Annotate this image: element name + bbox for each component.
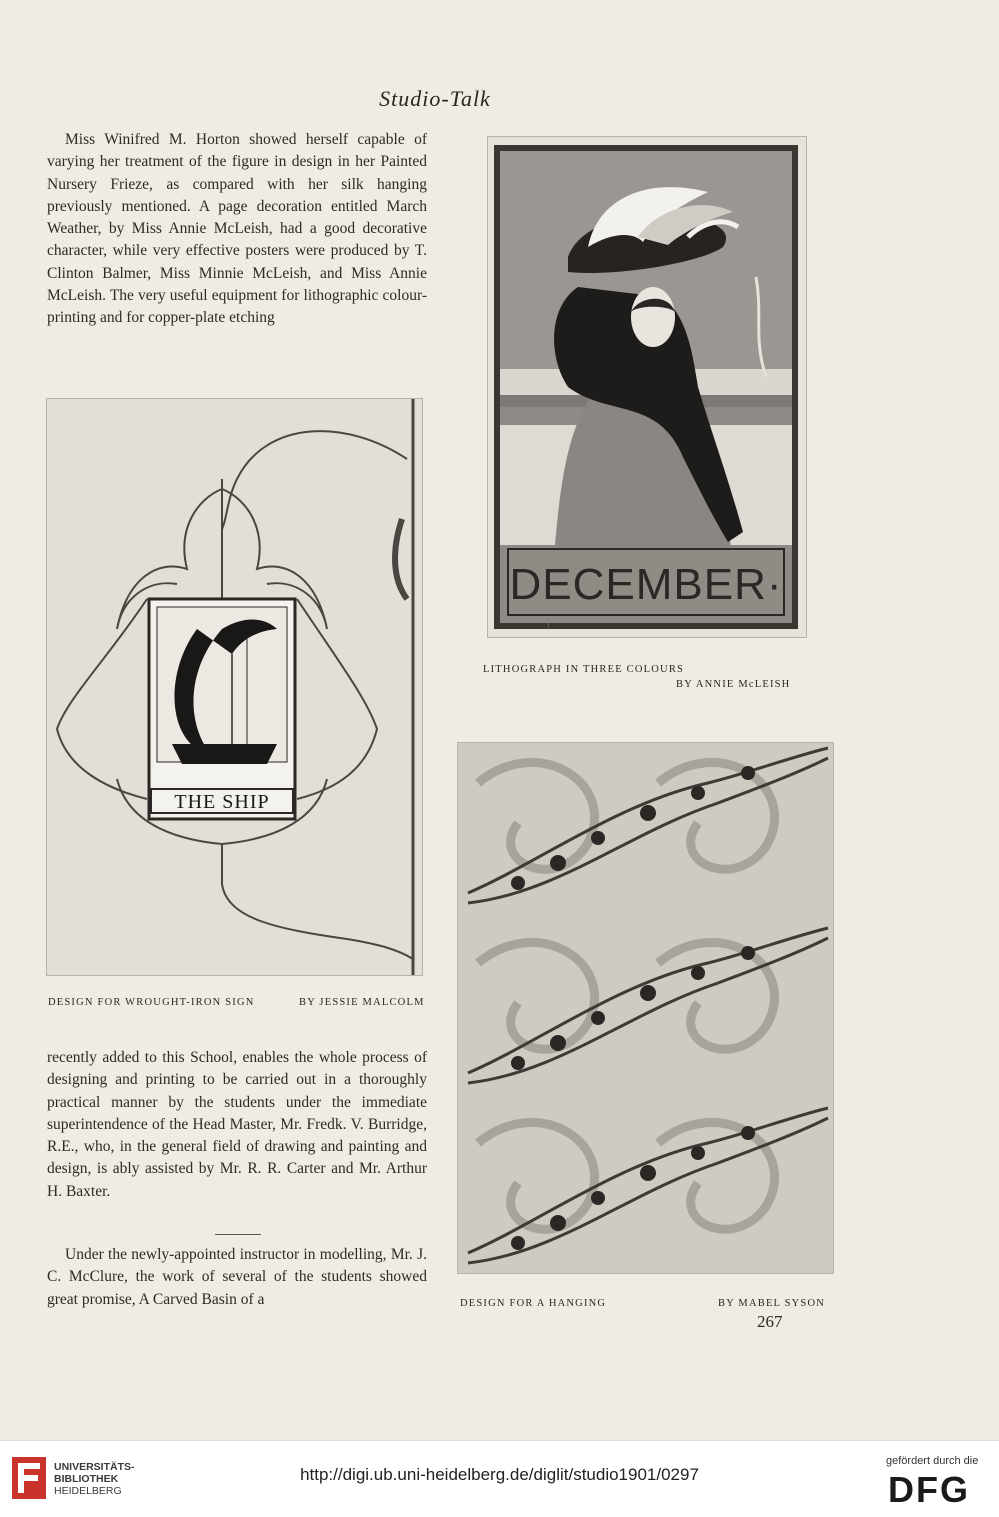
sign-illustration xyxy=(47,399,422,975)
library-name-line1: UNIVERSITÄTS- xyxy=(54,1461,135,1473)
december-caption-line2: BY ANNIE McLEISH xyxy=(676,679,791,690)
section-divider xyxy=(215,1234,261,1235)
december-caption-line1: LITHOGRAPH IN THREE COLOURS xyxy=(483,664,685,675)
hanging-design-image xyxy=(457,742,834,1274)
digitization-footer xyxy=(0,1440,999,1517)
paragraph-text: recently added to this School, enables the whole process of designing and printing to be carried out in a thoroughly practical manner by the students under the immediate superintendence of the Head Master, Mr. Fredk. V. Burridge, R.E., who, in the general field of drawing and painting and design, is ably assisted by Mr. R. R. Carter and Mr. Arthur H. Baxter. xyxy=(47,1049,427,1200)
paragraph-text: Miss Winifred M. Horton showed herself capable of varying her treatment of the figure in design in her Painted Nursery Frieze, as compared with her silk hanging previously mentioned. A page decoration entitled March Weather, by Miss Annie McLeish, had a good decorative character, while very effective posters were produced by T. Clinton Balmer, Miss Minnie McLeish, and Miss Annie McLeish. The very useful equipment for lithographic colour-printing and for copper-plate etching xyxy=(47,131,427,327)
dfg-logo: DFG xyxy=(888,1469,970,1510)
body-paragraph-3 xyxy=(47,1244,427,1311)
hanging-caption-right: BY MABEL SYSON xyxy=(718,1298,826,1309)
page-number: 267 xyxy=(757,1312,783,1331)
body-paragraph-1 xyxy=(47,129,427,330)
hanging-caption-left: DESIGN FOR A HANGING xyxy=(460,1298,607,1309)
december-poster-illustration xyxy=(488,137,806,637)
library-name-line3: HEIDELBERG xyxy=(54,1485,122,1497)
running-header: Studio-Talk xyxy=(379,86,491,111)
source-url-link[interactable]: http://digi.ub.uni-heidelberg.de/diglit/studio1901/0297 xyxy=(300,1465,699,1484)
paragraph-text: Under the newly-appointed instructor in modelling, Mr. J. C. McClure, the work of several of the students showed great promise, A Carved Basin of a xyxy=(47,1246,427,1308)
december-lithograph-image xyxy=(487,136,807,638)
wrought-iron-sign-image xyxy=(46,398,423,976)
sign-caption-right: BY JESSIE MALCOLM xyxy=(299,997,425,1008)
body-paragraph-2 xyxy=(47,1047,427,1203)
hanging-pattern-illustration xyxy=(458,743,833,1273)
sign-caption-left: DESIGN FOR WROUGHT-IRON SIGN xyxy=(48,997,255,1008)
library-name-line2: BIBLIOTHEK xyxy=(54,1473,119,1485)
sign-text: THE SHIP xyxy=(174,791,270,813)
funder-label: gefördert durch die xyxy=(886,1455,979,1467)
poster-title-text: DECEMBER· xyxy=(509,560,783,609)
